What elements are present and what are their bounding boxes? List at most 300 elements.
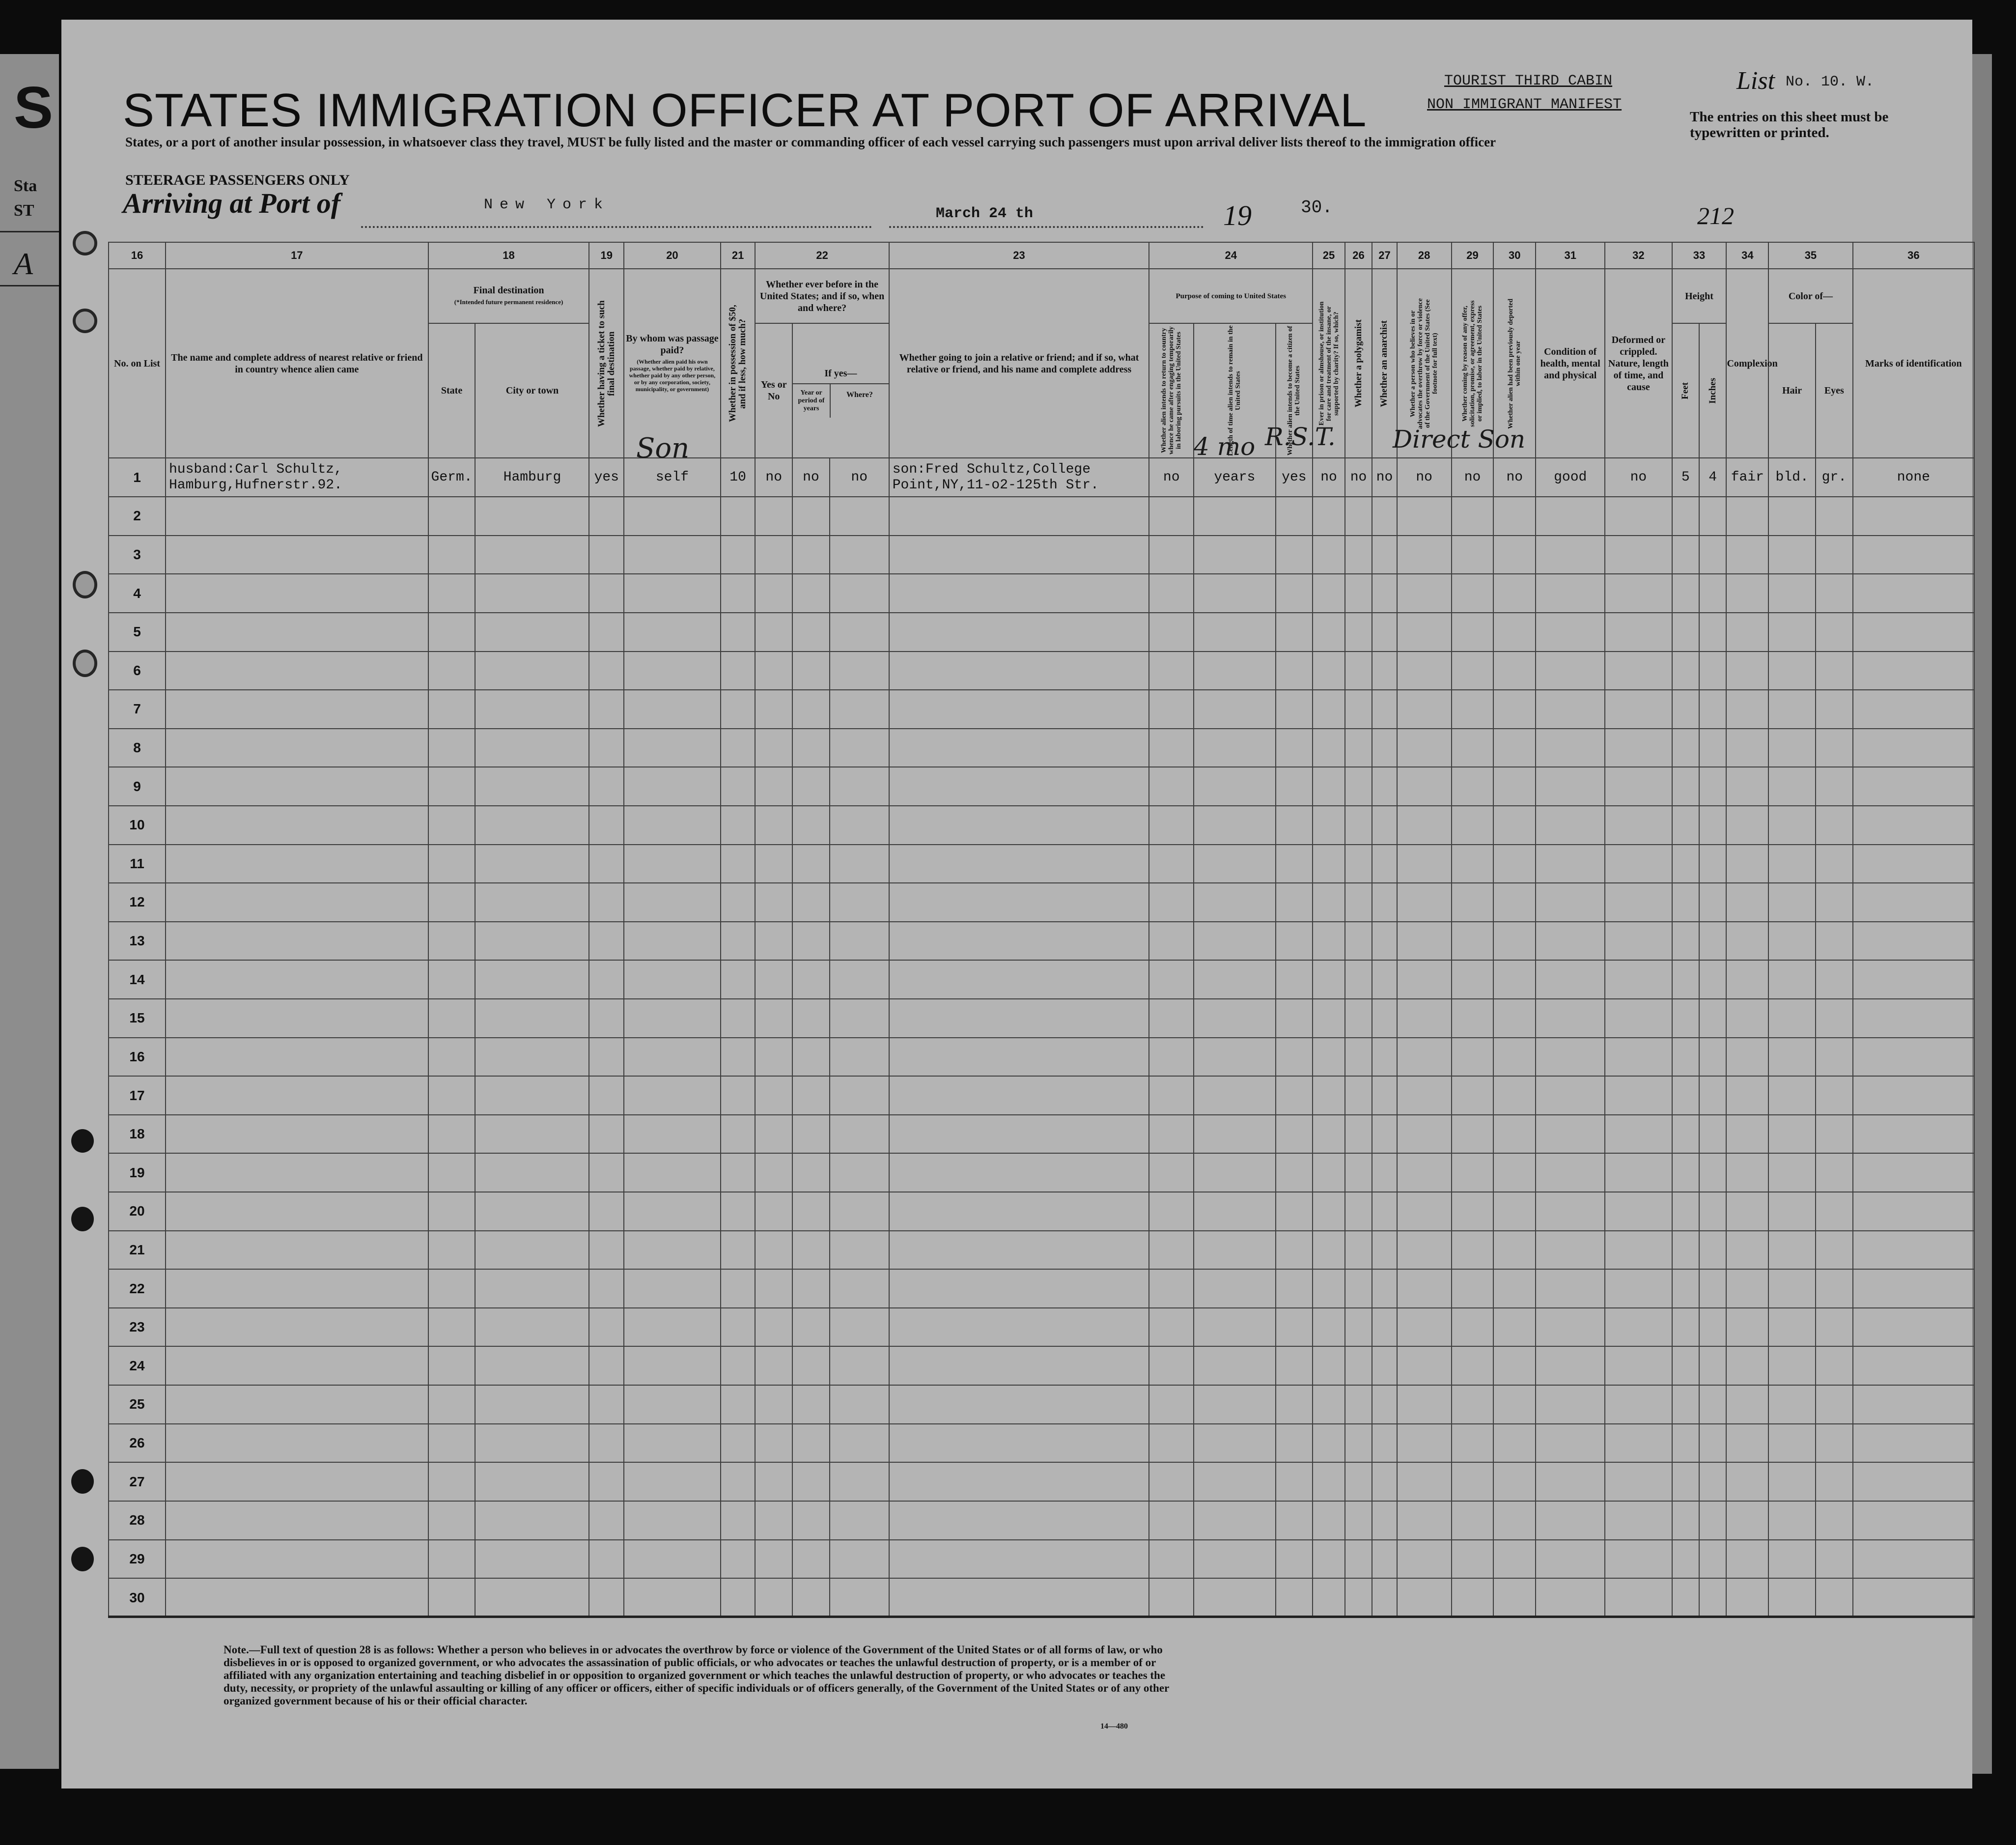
years-cell: no <box>792 458 830 497</box>
empty-cell <box>1194 497 1275 536</box>
empty-cell <box>1397 574 1452 613</box>
empty-cell <box>589 652 624 690</box>
col-num: 17 <box>166 242 428 269</box>
empty-cell <box>830 690 889 729</box>
empty-cell <box>1699 1462 1726 1501</box>
money-cell: 10 <box>721 458 756 497</box>
money-label: Whether in possession of $50, and if less, how much? <box>728 305 748 423</box>
empty-cell <box>1452 574 1494 613</box>
empty-cell <box>428 999 476 1038</box>
empty-cell <box>755 1115 792 1154</box>
empty-cell <box>721 652 756 690</box>
empty-cell <box>755 1308 792 1347</box>
empty-cell <box>721 1153 756 1192</box>
binding-hole <box>71 1469 94 1494</box>
handwriting-prison: R.S.T. <box>1265 423 1336 451</box>
empty-cell <box>624 1385 721 1424</box>
empty-cell <box>1768 845 1816 883</box>
empty-cell <box>1194 999 1275 1038</box>
col-num: 34 <box>1726 242 1768 269</box>
empty-cell <box>1452 536 1494 574</box>
feet-label: Feet <box>1680 382 1691 399</box>
empty-cell <box>1726 1038 1768 1077</box>
empty-cell <box>721 767 756 806</box>
empty-cell <box>1605 1076 1672 1115</box>
empty-cell <box>1768 1192 1816 1231</box>
empty-cell <box>1853 1231 1974 1270</box>
empty-cell <box>889 613 1149 652</box>
table-row <box>109 574 1974 613</box>
empty-cell <box>166 1462 428 1501</box>
empty-cell <box>1313 1269 1345 1308</box>
empty-cell <box>830 729 889 767</box>
row-number: 25 <box>109 1385 166 1424</box>
empty-cell <box>1452 1115 1494 1154</box>
empty-cell <box>1493 613 1536 652</box>
empty-cell <box>1672 1578 1699 1617</box>
empty-cell <box>1853 1153 1974 1192</box>
complexion-cell: fair <box>1726 458 1768 497</box>
empty-cell <box>1536 574 1605 613</box>
empty-cell <box>1397 1501 1452 1540</box>
empty-cell <box>1768 1115 1816 1154</box>
empty-cell <box>1493 1346 1536 1385</box>
empty-cell <box>889 690 1149 729</box>
year-prefix: 19 <box>1223 199 1252 231</box>
empty-cell <box>1699 1346 1726 1385</box>
empty-cell <box>428 883 476 922</box>
empty-cell <box>1345 1501 1372 1540</box>
empty-cell <box>1452 806 1494 845</box>
empty-cell <box>1768 1424 1816 1463</box>
list-number: No. 10. W. <box>1786 74 1875 90</box>
empty-cell <box>1397 1346 1452 1385</box>
empty-cell <box>1536 1462 1605 1501</box>
empty-cell <box>1372 613 1397 652</box>
empty-cell <box>721 1385 756 1424</box>
empty-cell <box>166 652 428 690</box>
city-cell: Hamburg <box>475 458 589 497</box>
empty-cell <box>1493 652 1536 690</box>
empty-cell <box>1605 729 1672 767</box>
before-us-cell: no <box>755 458 792 497</box>
empty-cell <box>1313 922 1345 961</box>
empty-cell <box>428 1308 476 1347</box>
anarchist-label: Whether an anarchist <box>1379 320 1390 407</box>
empty-cell <box>589 767 624 806</box>
empty-cell <box>792 922 830 961</box>
table-row <box>109 458 1974 497</box>
empty-cell <box>1194 1462 1275 1501</box>
empty-cell <box>1397 1308 1452 1347</box>
stub-text-3: A <box>14 246 33 281</box>
empty-cell <box>1672 922 1699 961</box>
table-row <box>109 960 1974 999</box>
list-label: List <box>1736 67 1775 95</box>
table-row <box>109 1540 1974 1579</box>
empty-cell <box>1397 1153 1452 1192</box>
empty-cell <box>1149 652 1194 690</box>
labor-cell: no <box>1452 458 1494 497</box>
empty-cell <box>755 613 792 652</box>
empty-cell <box>1672 574 1699 613</box>
inches-label: Inches <box>1707 377 1718 404</box>
empty-cell <box>1397 1038 1452 1077</box>
empty-cell <box>721 1038 756 1077</box>
empty-cell <box>721 536 756 574</box>
empty-cell <box>1605 999 1672 1038</box>
empty-cell <box>889 1462 1149 1501</box>
handwriting-length: 4 mo <box>1194 432 1256 461</box>
empty-cell <box>755 1076 792 1115</box>
empty-cell <box>721 497 756 536</box>
empty-cell <box>1276 806 1313 845</box>
empty-cell <box>589 806 624 845</box>
empty-cell <box>721 1462 756 1501</box>
empty-cell <box>1726 767 1768 806</box>
empty-cell <box>1536 613 1605 652</box>
eyes-cell: gr. <box>1816 458 1853 497</box>
empty-cell <box>830 883 889 922</box>
empty-cell <box>624 767 721 806</box>
table-row <box>109 536 1974 574</box>
empty-cell <box>428 574 476 613</box>
empty-cell <box>792 690 830 729</box>
empty-cell <box>1816 1192 1853 1231</box>
empty-cell <box>830 1192 889 1231</box>
empty-cell <box>1372 806 1397 845</box>
empty-cell <box>1345 806 1372 845</box>
empty-cell <box>1194 1192 1275 1231</box>
empty-cell <box>1194 1540 1275 1579</box>
empty-cell <box>1345 574 1372 613</box>
handwriting-passage: Son <box>636 432 690 464</box>
prison-cell: no <box>1313 458 1345 497</box>
empty-cell <box>830 1501 889 1540</box>
row-number: 18 <box>109 1115 166 1154</box>
empty-cell <box>1726 845 1768 883</box>
empty-cell <box>1149 883 1194 922</box>
empty-cell <box>1194 922 1275 961</box>
empty-cell <box>1672 536 1699 574</box>
empty-cell <box>830 652 889 690</box>
empty-cell <box>1345 960 1372 999</box>
empty-cell <box>1768 1038 1816 1077</box>
empty-cell <box>624 1153 721 1192</box>
empty-cell <box>721 690 756 729</box>
header-marks: Marks of identification <box>1853 269 1974 458</box>
empty-cell <box>1672 1385 1699 1424</box>
empty-cell <box>755 574 792 613</box>
empty-cell <box>1452 1578 1494 1617</box>
empty-cell <box>1768 806 1816 845</box>
empty-cell <box>1276 883 1313 922</box>
empty-cell <box>1194 613 1275 652</box>
empty-cell <box>1699 1192 1726 1231</box>
empty-cell <box>589 1501 624 1540</box>
empty-cell <box>475 999 589 1038</box>
col-num: 36 <box>1853 242 1974 269</box>
empty-cell <box>830 960 889 999</box>
row-number: 24 <box>109 1346 166 1385</box>
years-label: Year or period of years <box>793 384 831 418</box>
empty-cell <box>624 1076 721 1115</box>
empty-cell <box>1313 690 1345 729</box>
empty-cell <box>1726 1192 1768 1231</box>
empty-cell <box>830 767 889 806</box>
row-number: 14 <box>109 960 166 999</box>
empty-cell <box>1672 1153 1699 1192</box>
empty-cell <box>792 883 830 922</box>
empty-cell <box>1276 1424 1313 1463</box>
empty-cell <box>1672 1115 1699 1154</box>
table-bottom-rule <box>108 1616 1975 1618</box>
empty-cell <box>1372 767 1397 806</box>
empty-cell <box>624 1424 721 1463</box>
empty-cell <box>721 960 756 999</box>
empty-cell <box>1313 1540 1345 1579</box>
empty-cell <box>889 497 1149 536</box>
empty-cell <box>428 806 476 845</box>
empty-cell <box>1536 652 1605 690</box>
binding-hole <box>73 231 97 255</box>
empty-cell <box>792 652 830 690</box>
empty-cell <box>1397 1269 1452 1308</box>
empty-cell <box>589 1346 624 1385</box>
table-row <box>109 652 1974 690</box>
empty-cell <box>475 1462 589 1501</box>
empty-cell <box>1536 1424 1605 1463</box>
empty-cell <box>1816 497 1853 536</box>
relative-address <box>166 458 428 497</box>
empty-cell <box>755 999 792 1038</box>
empty-cell <box>889 883 1149 922</box>
empty-cell <box>1493 729 1536 767</box>
empty-cell <box>721 1424 756 1463</box>
empty-cell <box>1726 922 1768 961</box>
empty-cell <box>428 1269 476 1308</box>
port-dotted-line <box>361 226 872 228</box>
empty-cell <box>589 1115 624 1154</box>
empty-cell <box>1493 497 1536 536</box>
empty-cell <box>166 1424 428 1463</box>
empty-cell <box>1672 845 1699 883</box>
empty-cell <box>1768 922 1816 961</box>
empty-cell <box>1397 1578 1452 1617</box>
empty-cell <box>1493 960 1536 999</box>
empty-cell <box>721 1501 756 1540</box>
empty-cell <box>1149 1231 1194 1270</box>
empty-cell <box>1726 652 1768 690</box>
table-row <box>109 1115 1974 1154</box>
empty-cell <box>1194 806 1275 845</box>
empty-cell <box>589 960 624 999</box>
binding-hole <box>73 571 97 598</box>
empty-cell <box>889 729 1149 767</box>
empty-cell <box>792 729 830 767</box>
empty-cell <box>755 960 792 999</box>
empty-cell <box>1672 960 1699 999</box>
final-destination-sub: (*Intended future permanent residence) <box>454 298 563 306</box>
passage-label: By whom was passage paid? <box>626 333 719 356</box>
empty-cell <box>1493 1540 1536 1579</box>
empty-cell <box>624 1231 721 1270</box>
empty-cell <box>1605 613 1672 652</box>
empty-cell <box>1345 652 1372 690</box>
empty-cell <box>1149 497 1194 536</box>
row-number: 2 <box>109 497 166 536</box>
empty-cell <box>428 1192 476 1231</box>
empty-cell <box>1276 1540 1313 1579</box>
empty-cell <box>830 1231 889 1270</box>
header-color: Color of— <box>1768 269 1853 323</box>
empty-cell <box>792 767 830 806</box>
empty-cell <box>1768 1231 1816 1270</box>
empty-cell <box>1853 1424 1974 1463</box>
empty-cell <box>1313 1346 1345 1385</box>
empty-cell <box>1816 1501 1853 1540</box>
empty-cell <box>1276 652 1313 690</box>
empty-cell <box>166 922 428 961</box>
empty-cell <box>1536 1540 1605 1579</box>
empty-cell <box>1853 960 1974 999</box>
empty-cell <box>1672 767 1699 806</box>
header-row-1 <box>109 269 1974 323</box>
empty-cell <box>830 574 889 613</box>
col-num: 28 <box>1397 242 1452 269</box>
empty-cell <box>755 1192 792 1231</box>
empty-cell <box>792 536 830 574</box>
empty-cell <box>1726 1231 1768 1270</box>
empty-cell <box>1452 613 1494 652</box>
empty-cell <box>1372 690 1397 729</box>
empty-cell <box>624 999 721 1038</box>
empty-cell <box>1536 1153 1605 1192</box>
empty-cell <box>1726 536 1768 574</box>
table-row <box>109 1346 1974 1385</box>
empty-cell <box>624 1192 721 1231</box>
empty-cell <box>755 1269 792 1308</box>
inches-cell: 4 <box>1699 458 1726 497</box>
row-number: 12 <box>109 883 166 922</box>
empty-cell <box>1452 729 1494 767</box>
empty-cell <box>889 806 1149 845</box>
empty-cell <box>1605 845 1672 883</box>
empty-cell <box>1536 1385 1605 1424</box>
form-number: 14—480 <box>1100 1722 1128 1731</box>
empty-cell <box>624 1462 721 1501</box>
empty-cell <box>1313 574 1345 613</box>
table-row <box>109 1462 1974 1501</box>
empty-cell <box>792 1192 830 1231</box>
empty-cell <box>1536 536 1605 574</box>
empty-cell <box>1194 574 1275 613</box>
empty-cell <box>1605 1115 1672 1154</box>
table-row <box>109 690 1974 729</box>
empty-cell <box>589 1153 624 1192</box>
empty-cell <box>1149 1115 1194 1154</box>
empty-cell <box>889 1038 1149 1077</box>
empty-cell <box>1149 613 1194 652</box>
empty-cell <box>1493 1462 1536 1501</box>
empty-cell <box>1699 1115 1726 1154</box>
empty-cell <box>1345 1153 1372 1192</box>
col-num: 21 <box>721 242 756 269</box>
empty-cell <box>1313 497 1345 536</box>
row-number: 1 <box>109 458 166 497</box>
empty-cell <box>1536 806 1605 845</box>
empty-cell <box>1345 1424 1372 1463</box>
table-row <box>109 999 1974 1038</box>
empty-cell <box>1313 1115 1345 1154</box>
empty-cell <box>755 767 792 806</box>
empty-cell <box>166 767 428 806</box>
empty-cell <box>1276 1153 1313 1192</box>
empty-cell <box>830 613 889 652</box>
empty-cell <box>1149 1501 1194 1540</box>
stub-letter: S <box>14 75 54 141</box>
port-value: New York <box>484 197 610 213</box>
col-num: 30 <box>1493 242 1536 269</box>
empty-cell <box>1536 690 1605 729</box>
empty-cell <box>1313 652 1345 690</box>
empty-cell <box>755 1501 792 1540</box>
empty-cell <box>1452 883 1494 922</box>
header-inches <box>1699 323 1726 458</box>
empty-cell <box>1726 1269 1768 1308</box>
empty-cell <box>755 1462 792 1501</box>
empty-cell <box>889 1115 1149 1154</box>
col-num: 33 <box>1672 242 1727 269</box>
empty-cell <box>1397 767 1452 806</box>
empty-cell <box>1699 845 1726 883</box>
empty-cell <box>1397 652 1452 690</box>
empty-cell <box>589 1269 624 1308</box>
empty-cell <box>1149 574 1194 613</box>
empty-cell <box>1276 729 1313 767</box>
empty-cell <box>1605 1540 1672 1579</box>
empty-cell <box>830 1153 889 1192</box>
empty-cell <box>1313 845 1345 883</box>
header-yes-no: Yes or No <box>755 323 792 458</box>
empty-cell <box>1149 1424 1194 1463</box>
empty-cell <box>1816 729 1853 767</box>
header-relative: The name and complete address of nearest relative or friend in country whence alien came <box>166 269 428 458</box>
empty-cell <box>589 497 624 536</box>
year-suffix: 30. <box>1301 198 1333 218</box>
row-number: 27 <box>109 1462 166 1501</box>
empty-cell <box>589 1578 624 1617</box>
empty-cell <box>1276 1076 1313 1115</box>
row-number: 5 <box>109 613 166 652</box>
empty-cell <box>889 1501 1149 1540</box>
empty-cell <box>830 536 889 574</box>
empty-cell <box>1726 1385 1768 1424</box>
footnote: Note.—Full text of question 28 is as follows: Whether a person who believes in or advocates the overthrow by force or violence of the Government of the United States or of all forms of law, or who disbelieves in or is opposed to organized government, or who advocates the assassination of public officials, or who advocates or teaches the unlawful destruction of property, or is a member of or affiliated with any organization entertaining and teaching disbelief in or opposition to organized government or which teaches the unlawful destruction of property, or who advocates or teaches the duty, necessity, or propriety of the unlawful assaulting or killing of any officer or officers, either of specific individuals or of officers generally, of the Government of the United States or of any other organized government because of his or their official character. <box>224 1644 1169 1707</box>
empty-cell <box>1276 845 1313 883</box>
empty-cell <box>1699 574 1726 613</box>
empty-cell <box>792 1424 830 1463</box>
empty-cell <box>1699 1424 1726 1463</box>
empty-cell <box>624 1578 721 1617</box>
empty-cell <box>1345 1076 1372 1115</box>
polygamist-label: Whether a polygamist <box>1353 319 1364 408</box>
empty-cell <box>1345 497 1372 536</box>
empty-cell <box>1194 883 1275 922</box>
empty-cell <box>166 536 428 574</box>
empty-cell <box>166 883 428 922</box>
empty-cell <box>1194 1269 1275 1308</box>
